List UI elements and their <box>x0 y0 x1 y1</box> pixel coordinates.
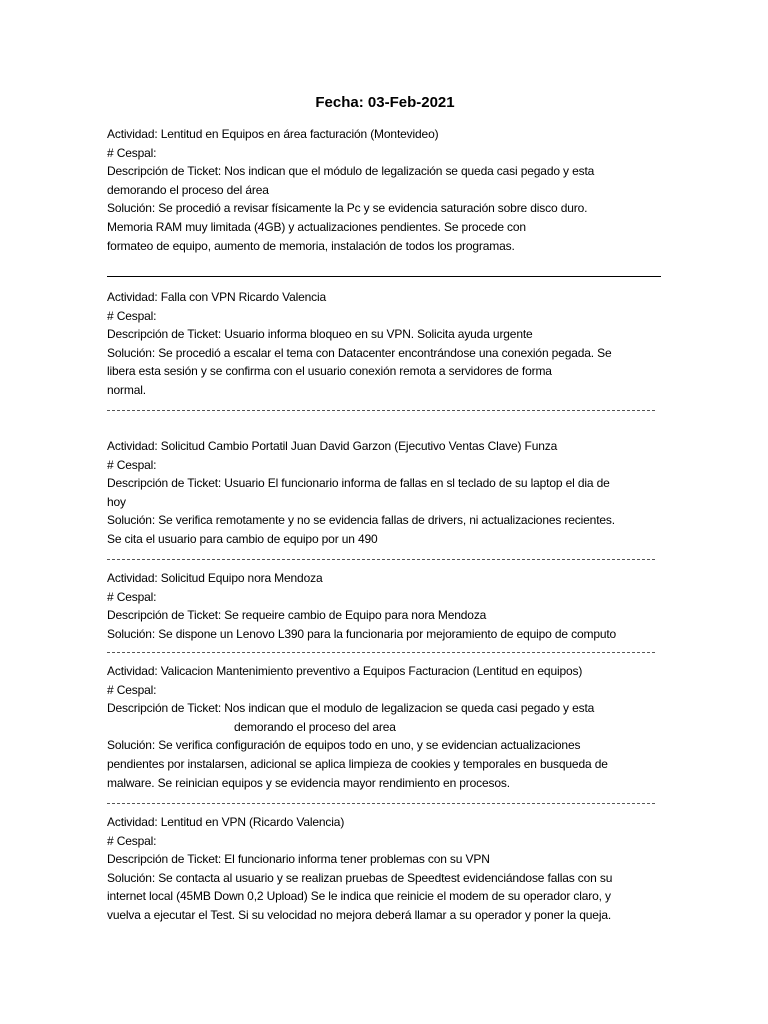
section-divider <box>107 559 655 560</box>
ticket-description-line <box>107 606 663 625</box>
ticket-description-line: demorando el proceso del área <box>107 182 269 197</box>
ticket-description-line <box>107 850 663 869</box>
ticket-description-text: Se requeire cambio de Equipo para nora Mendoza <box>224 608 487 623</box>
activity-line <box>107 437 663 456</box>
solution-line <box>107 869 663 888</box>
activity-line <box>107 662 663 681</box>
ticket-description-text: Usuario El funcionario informa de fallas en sl teclado de su laptop el dia de <box>224 476 610 491</box>
ticket-description-text: Usuario informa bloqueo en su VPN. Solicita ayuda urgente <box>224 327 533 342</box>
ticket-description-line <box>107 325 663 344</box>
ticket-description-line <box>107 699 663 718</box>
activity-value: Valicacion Mantenimiento preventivo a Equipos Facturacion (Lentitud en equipos) <box>160 664 583 678</box>
solution-line: normal. <box>107 382 146 397</box>
ticket-description-label: Descripción de Ticket: <box>107 852 225 867</box>
solution-line: formateo de equipo, aumento de memoria, instalación de todos los programas. <box>107 238 515 253</box>
activity-value: Solicitud Equipo nora Mendoza <box>160 571 323 585</box>
ticket-description-label: Descripción de Ticket: <box>107 608 225 623</box>
activity-entry <box>107 288 663 400</box>
solution-line: vuelva a ejecutar el Test. Si su velocidad no mejora deberá llamar a su operador y poner la queja. <box>107 907 612 922</box>
solution-label: Solución: <box>107 345 159 360</box>
cespal-line: # Cespal: <box>107 589 157 604</box>
solution-text: Se dispone un Lenovo L390 para la funcionaria por mejoramiento de equipo de computo <box>158 626 617 641</box>
solution-text: Se verifica configuración de equipos todo en uno, y se evidencian actualizaciones <box>158 738 581 753</box>
activity-entry <box>107 813 663 925</box>
section-divider <box>107 410 655 411</box>
section-divider <box>107 652 655 653</box>
activity-value: Lentitud en Equipos en área facturación (Montevideo) <box>160 127 439 141</box>
solution-label: Solución: <box>107 626 159 641</box>
activity-entry <box>107 437 663 549</box>
solution-line <box>107 199 663 218</box>
ticket-description-label: Descripción de Ticket: <box>107 701 225 716</box>
activity-label: Actividad: <box>107 664 161 678</box>
ticket-description-label: Descripción de Ticket: <box>107 476 225 491</box>
activity-label: Actividad: <box>107 439 161 453</box>
ticket-description-label: Descripción de Ticket: <box>107 164 225 179</box>
cespal-line: # Cespal: <box>107 145 157 160</box>
activity-value: Falla con VPN Ricardo Valencia <box>160 290 327 304</box>
ticket-description-line <box>107 162 663 181</box>
solution-line <box>107 344 663 363</box>
ticket-description-text: Nos indican que el módulo de legalización se queda casi pegado y esta <box>224 164 595 179</box>
solution-line <box>107 736 663 755</box>
cespal-line: # Cespal: <box>107 457 157 472</box>
activity-entry <box>107 125 663 255</box>
solution-line: internet local (45MB Down 0,2 Upload) Se le indica que reinicie el modem de su operador claro, y <box>107 889 611 904</box>
solution-text: Se procedió a escalar el tema con Datacenter encontrándose una conexión pegada. Se <box>158 345 612 360</box>
activity-value: Lentitud en VPN (Ricardo Valencia) <box>160 815 345 829</box>
solution-line <box>107 511 663 530</box>
activity-entry <box>107 569 663 643</box>
cespal-line: # Cespal: <box>107 682 157 697</box>
activity-line <box>107 125 663 144</box>
activity-line <box>107 813 663 832</box>
solution-text: Se verifica remotamente y no se evidencia fallas de drivers, ni actualizaciones recientes. <box>158 513 615 528</box>
solution-line <box>107 625 663 644</box>
solution-line: pendientes por instalarsen, adicional se aplica limpieza de cookies y temporales en busqueda de <box>107 756 608 771</box>
ticket-description-line: hoy <box>107 494 126 509</box>
ticket-description-label: Descripción de Ticket: <box>107 327 225 342</box>
ticket-description-text: El funcionario informa tener problemas con su VPN <box>224 852 490 867</box>
solution-label: Solución: <box>107 870 159 885</box>
ticket-description-line: demorando el proceso del area <box>234 719 396 734</box>
ticket-description-text: Nos indican que el modulo de legalizacion se queda casi pegado y esta <box>224 701 595 716</box>
solution-label: Solución: <box>107 201 159 216</box>
activity-label: Actividad: <box>107 815 161 829</box>
solution-text: Se contacta al usuario y se realizan pruebas de Speedtest evidenciándose fallas con su <box>158 870 613 885</box>
cespal-line: # Cespal: <box>107 833 157 848</box>
activity-label: Actividad: <box>107 127 161 141</box>
solution-line: Se cita el usuario para cambio de equipo por un 490 <box>107 531 378 546</box>
activity-entry <box>107 662 663 792</box>
section-divider <box>107 276 661 277</box>
solution-line: malware. Se reinician equipos y se evidencia mayor rendimiento en procesos. <box>107 775 510 790</box>
solution-line: libera esta sesión y se confirma con el usuario conexión remota a servidores de forma <box>107 364 552 379</box>
solution-line: Memoria RAM muy limitada (4GB) y actualizaciones pendientes. Se procede con <box>107 219 526 234</box>
cespal-line: # Cespal: <box>107 308 157 323</box>
solution-text: Se procedió a revisar físicamente la Pc y se evidencia saturación sobre disco duro. <box>158 201 588 216</box>
section-divider <box>107 803 655 804</box>
activity-label: Actividad: <box>107 290 161 304</box>
activity-label: Actividad: <box>107 571 161 585</box>
activity-value: Solicitud Cambio Portatil Juan David Garzon (Ejecutivo Ventas Clave) Funza <box>160 439 558 453</box>
solution-label: Solución: <box>107 738 159 753</box>
solution-label: Solución: <box>107 513 159 528</box>
ticket-description-line <box>107 474 663 493</box>
activity-line <box>107 569 663 588</box>
activity-line <box>107 288 663 307</box>
document-date-title: Fecha: 03-Feb-2021 <box>315 94 455 111</box>
